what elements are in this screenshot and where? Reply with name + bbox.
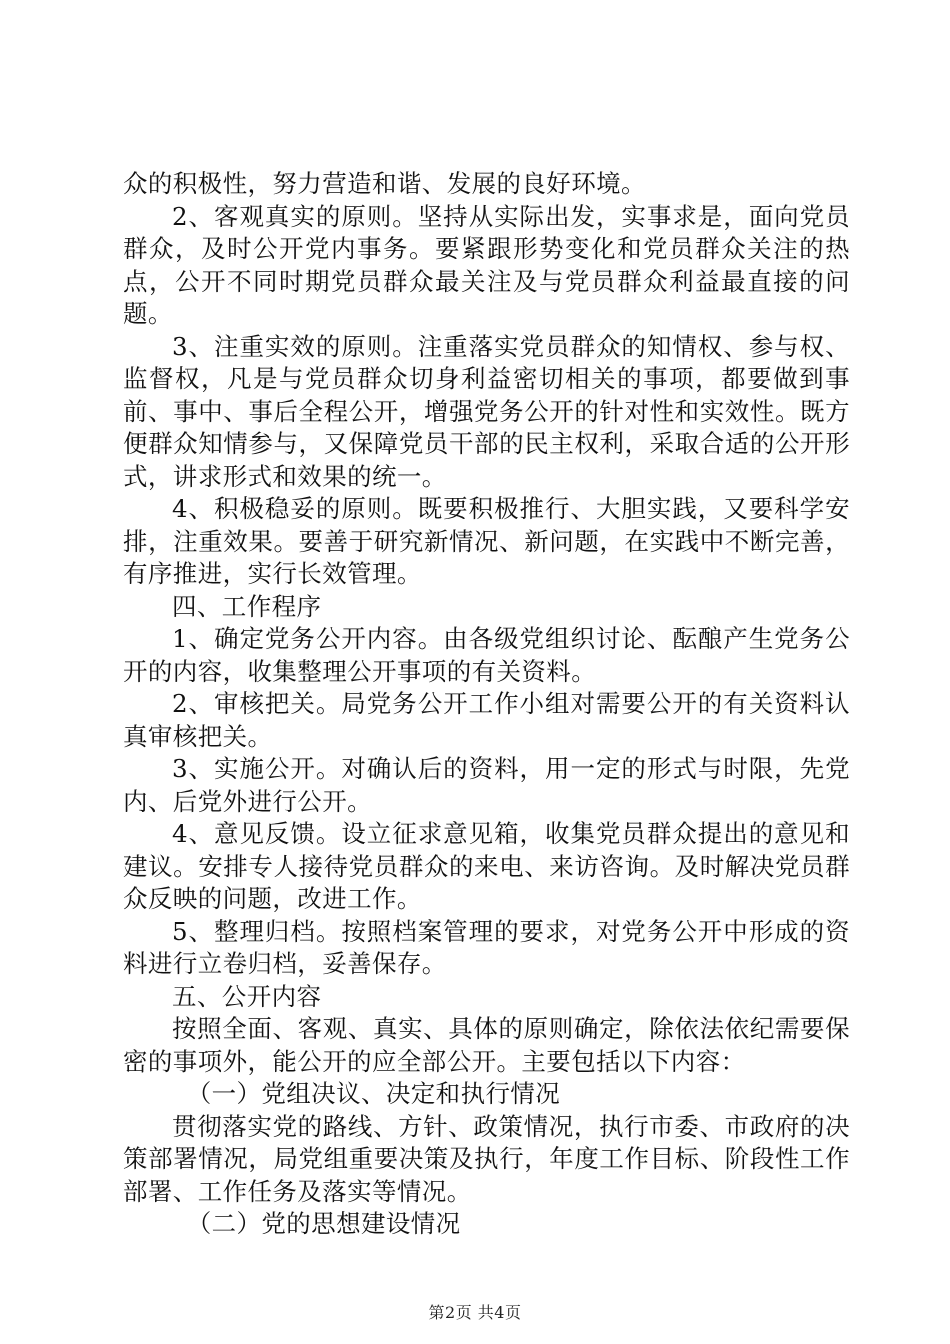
paragraph-procedure-4: 4、意见反馈。设立征求意见箱，收集党员群众提出的意见和建议。安排专人接待党员群众的来电、来访咨询。及时解决党员群众反映的问题，改进工作。 [123,819,850,913]
page-number-label: 第2页 共4页 [428,1303,522,1322]
subheading-ideological-building: （二）党的思想建设情况 [186,1209,461,1238]
paragraph-party-group-decisions: 贯彻落实党的路线、方针、政策情况，执行市委、市政府的决策部署情况，局党组重要决策及执行，年度工作目标、阶段性工作部署、工作任务及落实等情况。 [123,1111,850,1206]
paragraph-procedure-3: 3、实施公开。对确认后的资料，用一定的形式与时限，先党内、后党外进行公开。 [123,754,850,816]
paragraph-procedure-1: 1、确定党务公开内容。由各级党组织讨论、酝酿产生党务公开的内容，收集整理公开事项的有关资料。 [123,624,850,686]
paragraph-principle-3: 3、注重实效的原则。注重落实党员群众的知情权、参与权、监督权，凡是与党员群众切身利益密切相关的事项，都要做到事前、事中、事后全程公开，增强党务公开的针对性和实效性。既方便群众知情参与，又保障党员干部的民主权利，采取合适的公开形式，讲求形式和效果的统一。 [123,331,850,491]
paragraph-procedure-5: 5、整理归档。按照档案管理的要求，对党务公开中形成的资料进行立卷归档，妥善保存。 [123,916,850,978]
paragraph-continuation: 众的积极性，努力营造和谐、发展的良好环境。 [123,169,646,198]
paragraph-principle-2: 2、客观真实的原则。坚持从实际出发，实事求是，面向党员群众，及时公开党内事务。要紧跟形势变化和党员群众关注的热点，公开不同时期党员群众最关注及与党员群众利益最直接的问题。 [123,201,850,328]
document-body [123,168,850,1241]
page-footer [0,1300,950,1323]
section-heading-disclosure-content: 五、公开内容 [172,981,322,1011]
subheading-party-group-decisions: （一）党组决议、决定和执行情况 [186,1079,561,1108]
paragraph-principle-4: 4、积极稳妥的原则。既要积极推行、大胆实践，又要科学安排，注重效果。要善于研究新情况、新问题，在实践中不断完善，有序推进，实行长效管理。 [123,494,850,588]
paragraph-disclosure-intro: 按照全面、客观、真实、具体的原则确定，除依法依纪需要保密的事项外，能公开的应全部公开。主要包括以下内容： [123,1014,850,1076]
paragraph-procedure-2: 2、审核把关。局党务公开工作小组对需要公开的有关资料认真审核把关。 [123,689,850,751]
section-heading-work-procedure: 四、工作程序 [172,591,322,621]
